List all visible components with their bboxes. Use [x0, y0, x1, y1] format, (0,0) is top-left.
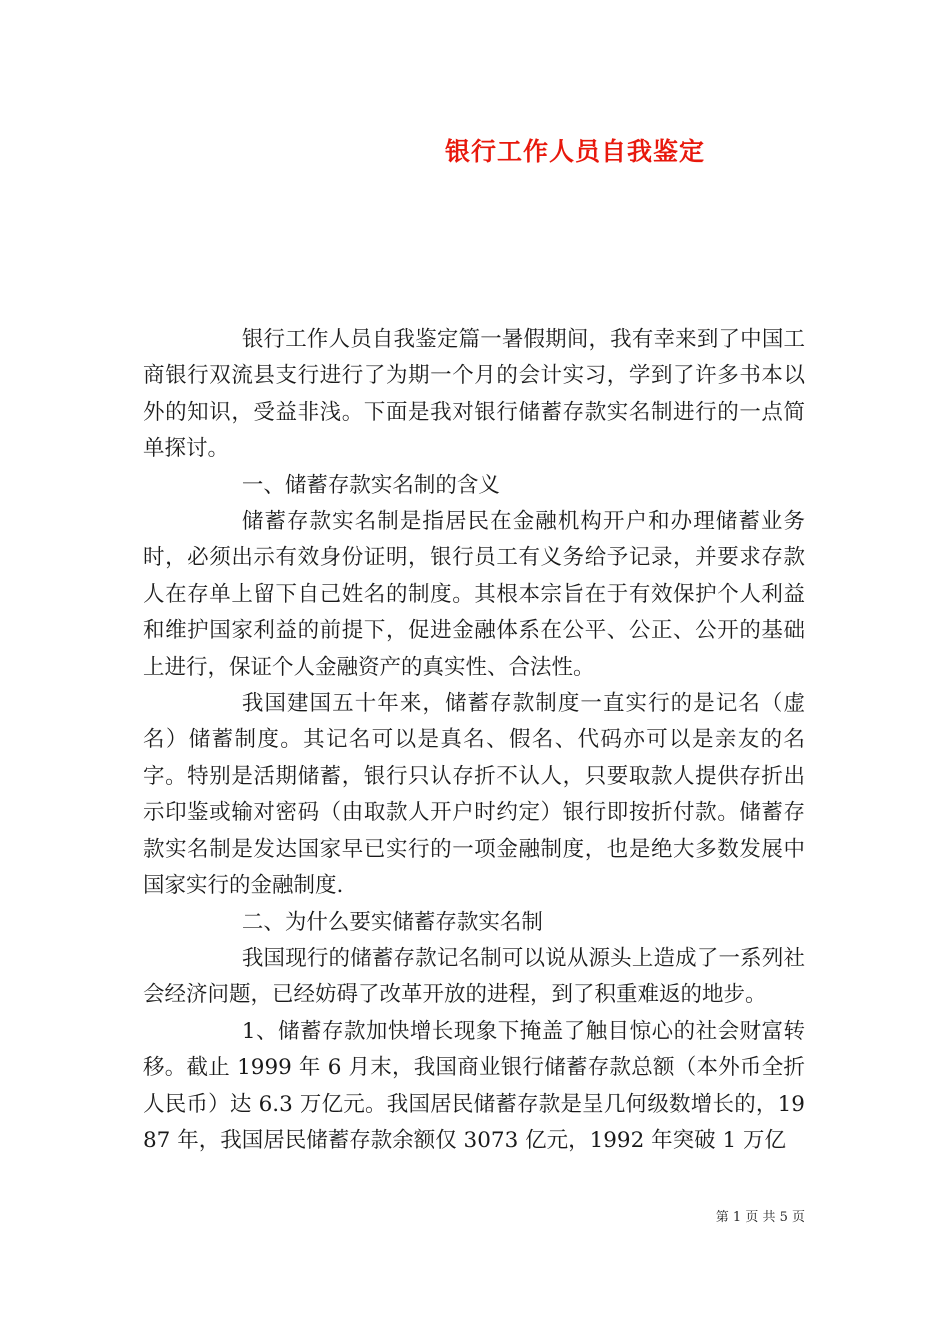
document-body — [143, 322, 805, 1159]
paragraph-intro: 银行工作人员自我鉴定篇一暑假期间，我有幸来到了中国工商银行双流县支行进行了为期一个月的会计实习，学到了许多书本以外的知识，受益非浅。下面是我对银行储蓄存款实名制进行的一点简单探讨。 — [143, 327, 805, 462]
document-title: 银行工作人员自我鉴定 — [444, 137, 705, 166]
page-number-footer: 第 1 页 共 5 页 — [715, 1210, 805, 1225]
section-heading-1: 一、储蓄存款实名制的含义 — [241, 472, 500, 498]
paragraph-point-1: 1、储蓄存款加快增长现象下掩盖了触目惊心的社会财富转移。截止 1999 年 6 月末，我国商业银行储蓄存款总额（本外币全折人民币）达 6.3 万亿元。我国居民储蓄存款是呈几何级数增长的，1987 年，我国居民储蓄存款余额仅 3073 亿元，1992 年突破 1 万亿 — [143, 1018, 805, 1153]
paragraph-problems: 我国现行的储蓄存款记名制可以说从源头上造成了一系列社会经济问题，已经妨碍了改革开放的进程，到了积重难返的地步。 — [143, 945, 805, 1008]
section-heading-2: 二、为什么要实储蓄存款实名制 — [241, 909, 543, 935]
paragraph-history: 我国建国五十年来，储蓄存款制度一直实行的是记名（虚名）储蓄制度。其记名可以是真名、假名、代码亦可以是亲友的名字。特别是活期储蓄，银行只认存折不认人，只要取款人提供存折出示印鉴或输对密码（由取款人开户时约定）银行即按折付款。储蓄存款实名制是发达国家早已实行的一项金融制度，也是绝大多数发展中国家实行的金融制度. — [143, 691, 805, 899]
paragraph-definition: 储蓄存款实名制是指居民在金融机构开户和办理储蓄业务时，必须出示有效身份证明，银行员工有义务给予记录，并要求存款人在存单上留下自己姓名的制度。其根本宗旨在于有效保护个人利益和维护国家利益的前提下，促进金融体系在公平、公正、公开的基础上进行，保证个人金融资产的真实性、合法性。 — [143, 509, 805, 680]
